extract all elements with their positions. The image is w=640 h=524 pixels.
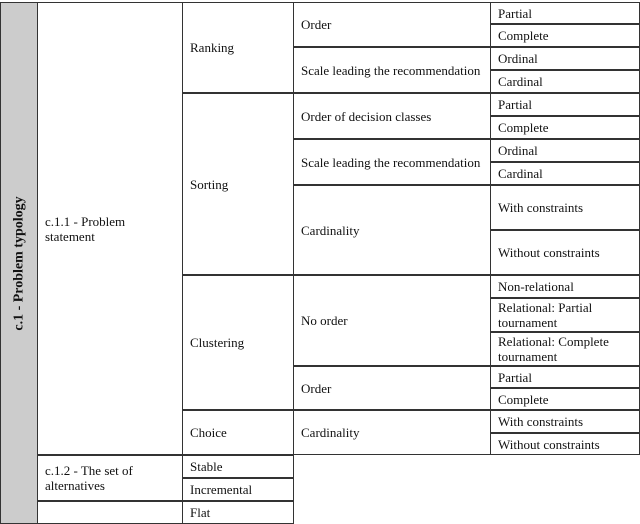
criterion-cell: Order of decision classes (293, 93, 491, 139)
option-cell: Without constraints (490, 230, 640, 275)
criterion-cell: Scale leading the recommendation (293, 139, 491, 185)
category-label: c.1 - Problem typology (11, 195, 27, 331)
category-cell (0, 2, 38, 524)
type-cell: Choice (182, 410, 294, 455)
type-cell: Clustering (182, 275, 294, 410)
criterion-cell: Cardinality (293, 410, 491, 455)
option-cell: With constraints (490, 185, 640, 230)
option-cell: Partial (490, 2, 640, 24)
option-cell: Non-relational (490, 275, 640, 298)
criterion-cell: Scale leading the recommendation (293, 47, 491, 93)
option-cell: Complete (490, 116, 640, 139)
option-cell: Partial (490, 93, 640, 116)
option-cell: Ordinal (490, 47, 640, 70)
type-cell: Incremental (182, 478, 294, 501)
criterion-cell: No order (293, 275, 491, 366)
type-cell: Ranking (182, 2, 294, 93)
option-cell: Partial (490, 366, 640, 388)
option-cell: Cardinal (490, 70, 640, 93)
type-cell: Stable (182, 455, 294, 478)
criterion-cell: Cardinality (293, 185, 491, 275)
criterion-cell: Order (293, 2, 491, 47)
option-cell: Complete (490, 388, 640, 410)
empty-cell (37, 501, 183, 524)
subcategory-cell: c.1.2 - The set of alternatives (37, 455, 183, 501)
type-cell: Sorting (182, 93, 294, 275)
option-cell: Relational: Partial tournament (490, 298, 640, 332)
option-cell: Without constraints (490, 433, 640, 455)
type-cell: Flat (182, 501, 294, 524)
option-cell: Ordinal (490, 139, 640, 162)
criterion-cell: Order (293, 366, 491, 410)
option-cell: Cardinal (490, 162, 640, 185)
option-cell: Relational: Complete tournament (490, 332, 640, 366)
option-cell: With constraints (490, 410, 640, 433)
option-cell: Complete (490, 24, 640, 47)
subcategory-cell: c.1.1 - Problem statement (37, 2, 183, 455)
